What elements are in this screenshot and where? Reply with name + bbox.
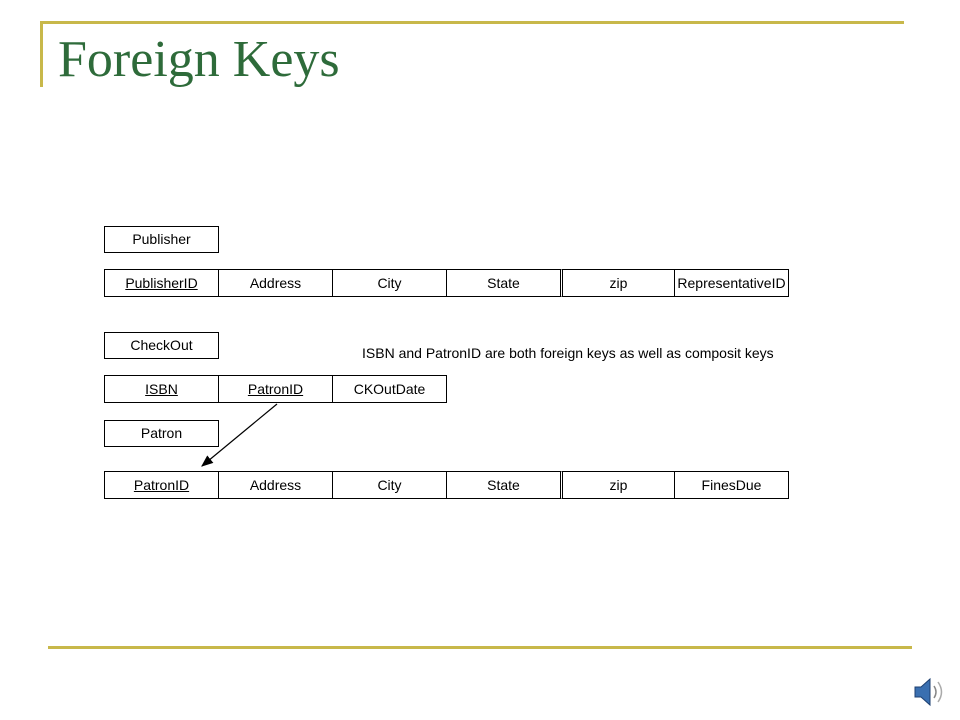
publisher-col-zip: zip [560,269,675,297]
checkout-col-isbn: ISBN [104,375,219,403]
patron-col-zip: zip [560,471,675,499]
speaker-icon[interactable] [912,676,948,708]
publisher-col-city: City [332,269,447,297]
publisher-col-publisherid: PublisherID [104,269,219,297]
patron-col-finesdue: FinesDue [674,471,789,499]
patron-col-city: City [332,471,447,499]
patron-col-state: State [446,471,561,499]
slide-title: Foreign Keys [58,31,340,88]
publisher-col-representativeid: RepresentativeID [674,269,789,297]
checkout-table-label: CheckOut [104,332,219,359]
publisher-col-address: Address [218,269,333,297]
patron-table-label: Patron [104,420,219,447]
foreign-key-note: ISBN and PatronID are both foreign keys as well as composit keys [362,345,774,361]
publisher-col-state: State [446,269,561,297]
patron-col-patronid: PatronID [104,471,219,499]
checkout-col-patronid: PatronID [218,375,333,403]
publisher-table-label: Publisher [104,226,219,253]
patron-col-address: Address [218,471,333,499]
checkout-col-ckoutdate: CKOutDate [332,375,447,403]
